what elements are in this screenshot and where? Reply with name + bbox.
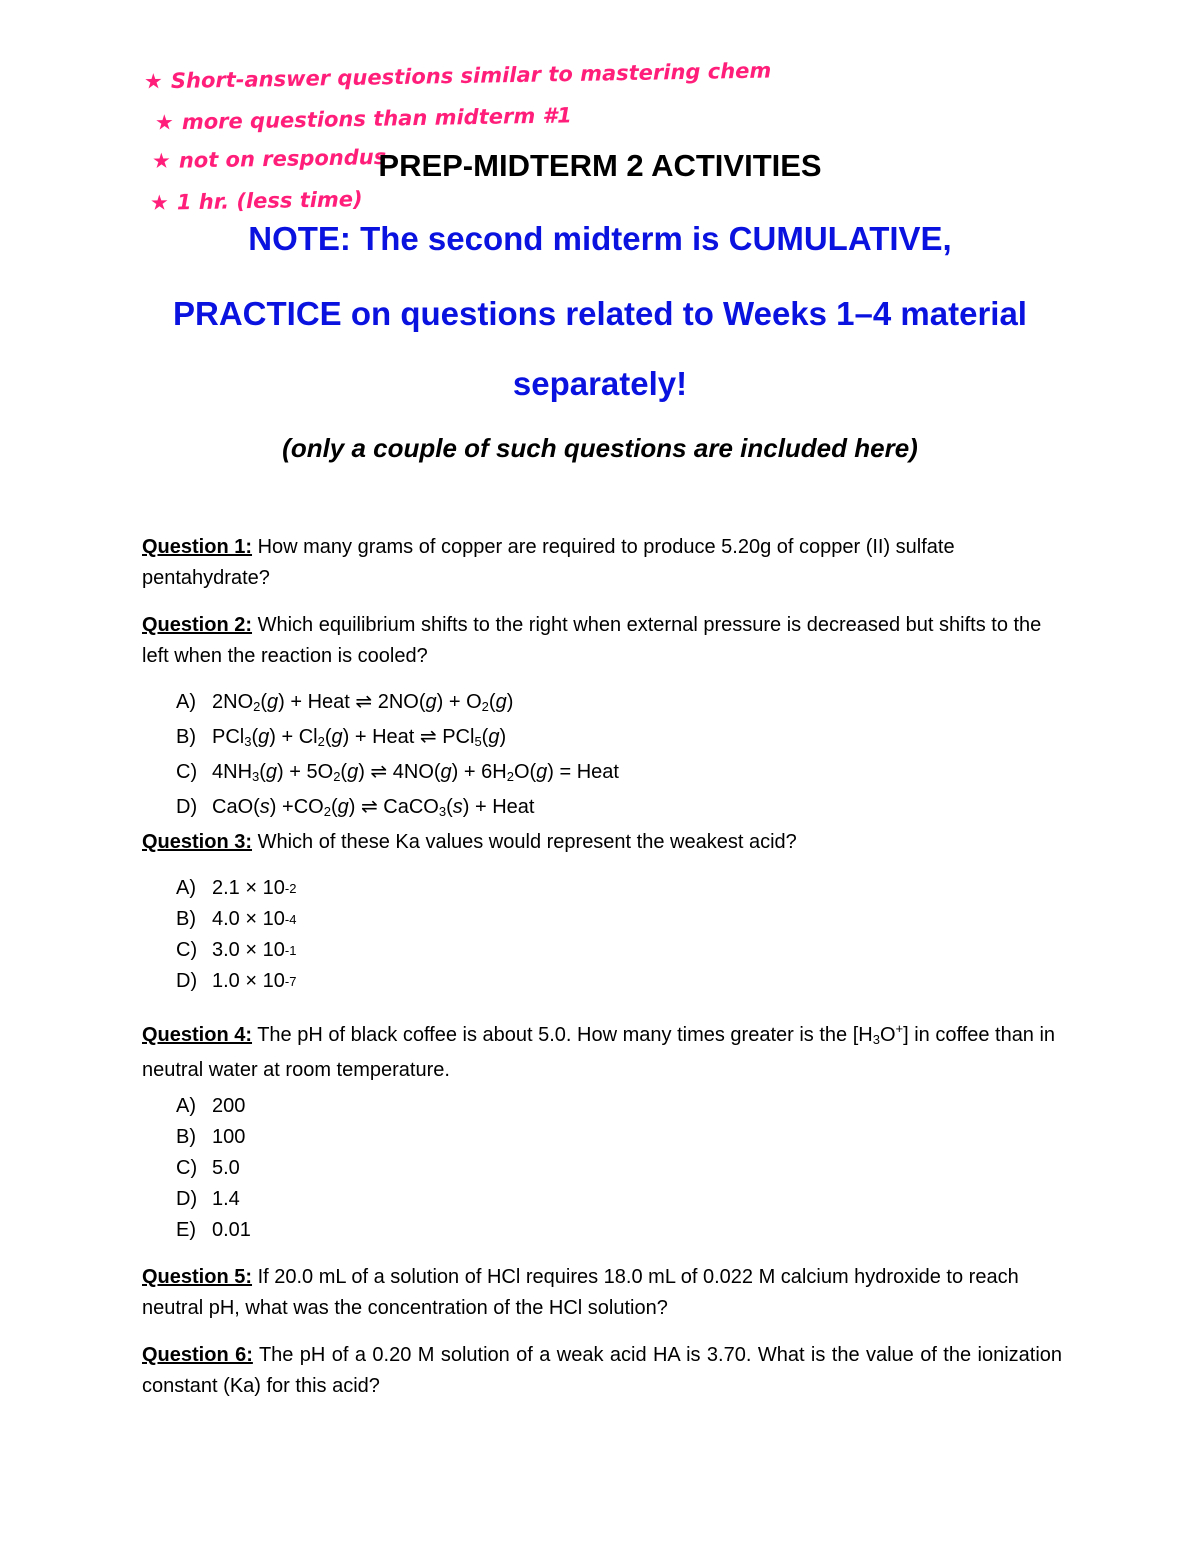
option-c xyxy=(176,935,296,966)
handwritten-note-text: not on respondus xyxy=(178,144,387,173)
question-label: Question 1: xyxy=(142,536,253,558)
handwritten-note-text: more questions than midterm #1 xyxy=(181,103,572,135)
page-title-text: PREP-MIDTERM 2 ACTIVITIES xyxy=(378,148,822,183)
handwritten-note-text: 1 hr. (less time) xyxy=(176,187,363,215)
option-value: 3.0 xyxy=(212,939,240,961)
question-2-options xyxy=(176,687,619,827)
star-icon: ★ xyxy=(154,110,175,135)
option-b xyxy=(176,1122,251,1153)
question-text-b: O xyxy=(879,1024,896,1046)
question-label: Question 5: xyxy=(142,1266,253,1288)
option-b xyxy=(176,722,619,757)
star-icon: ★ xyxy=(149,190,170,215)
question-text-a: The pH of black coffee is about 5.0. How many times greater is the [H xyxy=(257,1024,873,1046)
note-subtitle: (only a couple of such questions are included here) xyxy=(282,433,918,463)
option-d xyxy=(176,966,296,997)
page-title xyxy=(0,148,1200,184)
note-line-3: separately! xyxy=(512,365,688,402)
subscript: 3 xyxy=(872,1032,880,1047)
option-d xyxy=(176,1184,251,1215)
handwritten-note-text: Short-answer questions similar to mastering chem xyxy=(170,58,772,94)
option-letter: A) xyxy=(176,691,196,713)
option-value: 200 xyxy=(212,1095,246,1117)
option-c xyxy=(176,757,619,792)
note-line-2: PRACTICE on questions related to Weeks 1–4 material xyxy=(173,295,1027,332)
option-c xyxy=(176,1153,251,1184)
question-text-c: ] in coffee than in neutral water at room temperature. xyxy=(142,1024,1056,1081)
equation: $CaO(s) +CO_2(g)$ ⇌ CaCO$_3$(s) + Heat xyxy=(212,796,535,819)
option-value: 1.0 xyxy=(212,970,240,992)
times-symbol: × xyxy=(245,908,258,930)
times-symbol: × xyxy=(245,877,258,899)
option-a xyxy=(176,873,296,904)
handwritten-note-1 xyxy=(144,59,772,94)
equation: $4NH_3(g) + 5O_2(g)$ ⇌ $4NO(g) + 6H_2O(g)$ = Heat xyxy=(212,761,619,784)
question-text: Which of these Ka values would represent the weakest acid? xyxy=(257,831,797,853)
option-b xyxy=(176,904,296,935)
question-label: Question 6: xyxy=(142,1344,253,1366)
option-letter: B) xyxy=(176,1126,196,1148)
option-letter: E) xyxy=(176,1219,196,1241)
option-exponent: -1 xyxy=(284,943,297,958)
option-base: 10 xyxy=(262,908,285,930)
option-value: 0.01 xyxy=(212,1219,251,1241)
star-icon: ★ xyxy=(151,148,172,174)
superscript: + xyxy=(895,1021,904,1036)
handwritten-note-2 xyxy=(155,103,572,134)
question-label: Question 4: xyxy=(142,1024,253,1046)
option-exponent: -2 xyxy=(284,881,297,896)
option-value: 2.1 xyxy=(212,877,240,899)
question-text: If 20.0 mL of a solution of HCl requires 18.0 mL of 0.022 M calcium hydroxide to reach neutral pH, what was the concentration of the HCl solution? xyxy=(142,1266,1019,1319)
option-letter: D) xyxy=(176,970,198,992)
option-letter: C) xyxy=(176,761,198,783)
question-text: How many grams of copper are required to produce 5.20g of copper (II) sulfate pentahydrate? xyxy=(142,536,955,589)
option-letter: C) xyxy=(176,939,198,961)
question-3-options xyxy=(176,873,296,997)
option-value: 100 xyxy=(212,1126,246,1148)
question-4 xyxy=(142,1013,1062,1086)
option-letter: D) xyxy=(176,1188,198,1210)
question-label: Question 2: xyxy=(142,614,253,636)
option-letter: B) xyxy=(176,908,196,930)
equation: $2NO_2(g)$ + Heat ⇌ $2NO(g) + O_2(g)$ xyxy=(212,691,514,714)
equation: $PCl_3(g) + Cl_2(g)$ + Heat ⇌ PCl$_5$(g) xyxy=(212,726,507,749)
question-2 xyxy=(142,610,1062,672)
option-value: 4.0 xyxy=(212,908,240,930)
question-3 xyxy=(142,827,1062,858)
option-exponent: -4 xyxy=(284,912,297,927)
question-4-options xyxy=(176,1091,251,1246)
option-value: 5.0 xyxy=(212,1157,240,1179)
option-a xyxy=(176,687,619,722)
option-base: 10 xyxy=(262,877,285,899)
star-icon: ★ xyxy=(143,69,164,94)
option-letter: B) xyxy=(176,726,196,748)
option-letter: C) xyxy=(176,1157,198,1179)
option-letter: A) xyxy=(176,1095,196,1117)
option-a xyxy=(176,1091,251,1122)
option-base: 10 xyxy=(262,939,285,961)
question-text: The pH of a 0.20 M solution of a weak acid HA is 3.70. What is the value of the ionization constant (Ka) for this acid? xyxy=(142,1344,1063,1397)
option-exponent: -7 xyxy=(284,974,297,989)
times-symbol: × xyxy=(245,970,258,992)
question-text: Which equilibrium shifts to the right when external pressure is decreased but shifts to the left when the reaction is cooled? xyxy=(142,614,1042,667)
option-e xyxy=(176,1215,251,1246)
option-value: 1.4 xyxy=(212,1188,240,1210)
question-6 xyxy=(142,1340,1062,1402)
note-line-1: NOTE: The second midterm is CUMULATIVE, xyxy=(248,220,952,257)
option-d xyxy=(176,792,619,827)
option-letter: D) xyxy=(176,796,198,818)
question-label: Question 3: xyxy=(142,831,253,853)
option-letter: A) xyxy=(176,877,196,899)
handwritten-note-4 xyxy=(150,187,363,215)
times-symbol: × xyxy=(245,939,258,961)
question-5 xyxy=(142,1262,1062,1324)
question-1 xyxy=(142,532,1062,594)
option-base: 10 xyxy=(262,970,285,992)
